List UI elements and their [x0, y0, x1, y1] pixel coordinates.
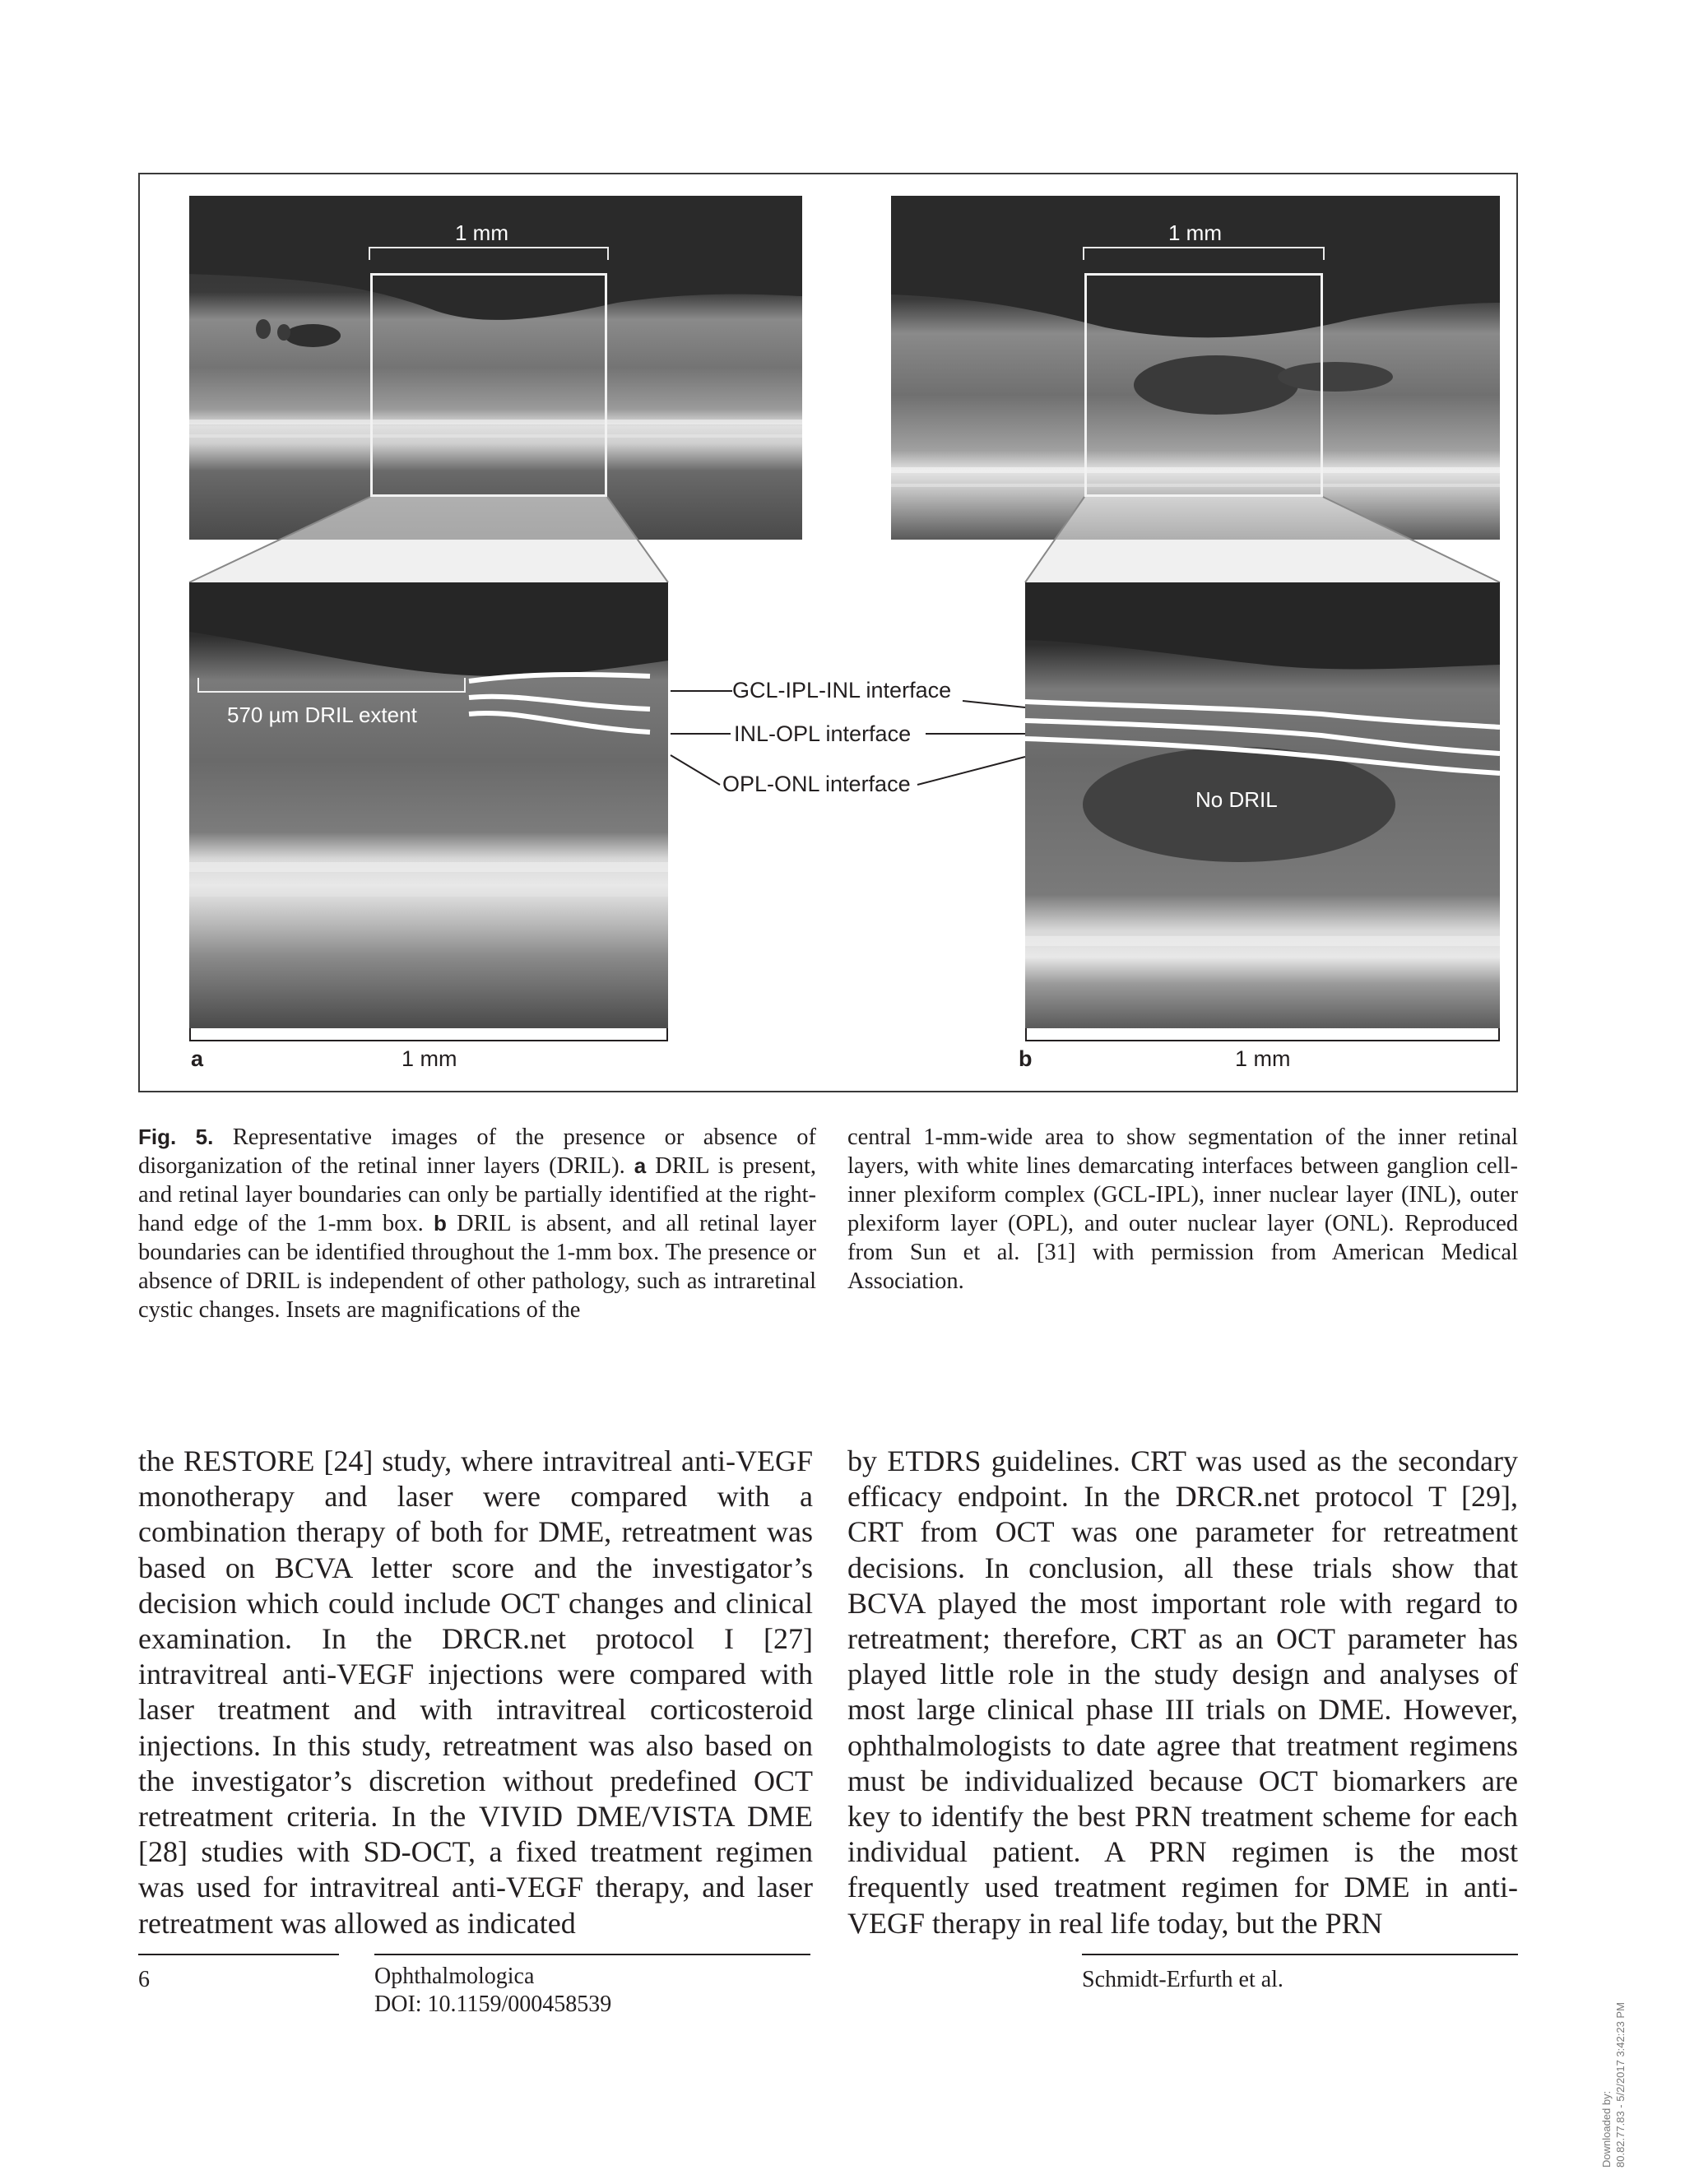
running-authors: Schmidt-Erfurth et al.	[1082, 1967, 1283, 1992]
page-number: 6	[138, 1967, 150, 1992]
footer-rule-middle	[374, 1954, 810, 1955]
caption-label-b: b	[433, 1211, 447, 1236]
body-text-col2: by ETDRS guidelines. CRT was used as the secondary efficacy endpoint. In the DRCR.net protocol T [29], CRT from OCT was one parameter for retreatment decisions. In conclusion, all these trials show that BCVA played the most important role with regard to retreatment; therefore, CRT as an OCT parameter has played little role in the study design and analyses of most large clinical phase III trials on DME. However, ophthalmologists to date agree that treatment regimens must be individualized because OCT biomarkers are key to identify the best PRN treatment scheme for each individual patient. A PRN regimen is the most frequently used treatment regimen for DME in anti-VEGF therapy in real life today, but the PRN	[847, 1444, 1518, 1940]
scale-bar-a-bottom	[189, 1028, 668, 1041]
scale-label-a-bottom: 1 mm	[402, 1046, 457, 1071]
download-stamp-line1: Downloaded by:	[1600, 2090, 1613, 2168]
figure-caption-col1	[138, 1123, 816, 1324]
caption-text-continued: central 1-mm-wide area to show segmentation of the inner retinal layers, with white lines demarcating interfaces between ganglion cell-inner plexiform complex (GCL-IPL), inner nuclear layer (INL), outer plexiform layer (OPL), and outer nuclear layer (ONL). Reproduced from Sun et al. [31] with permission from American Medical Association.	[847, 1124, 1518, 1294]
opl-onl-interface-label: OPL-ONL interface	[722, 772, 911, 796]
body-text-col1: the RESTORE [24] study, where intravitreal anti-VEGF monotherapy and laser were compared with a combination therapy of both for DME, retreatment was based on BCVA letter score and the investigator’s decision which could include OCT changes and clinical examination. In the DRCR.net protocol I [27] intravitreal anti-VEGF injections were compared with laser treatment and with intravitreal corticosteroid injections. In this study, retreatment was also based on the investigator’s discretion without predefined OCT retreatment criteria. In the VIVID DME/VISTA DME [28] studies with SD-OCT, a fixed treatment regimen was used for intravitreal anti-VEGF therapy, and laser retreatment was allowed as indicated	[138, 1444, 813, 1940]
caption-label-a: a	[634, 1153, 647, 1178]
figure-frame	[138, 173, 1518, 1092]
figure-number: Fig. 5.	[138, 1124, 214, 1149]
panel-letter-a: a	[191, 1046, 204, 1071]
gcl-ipl-inl-interface-label: GCL-IPL-INL interface	[732, 678, 952, 702]
caption-text-a: DRIL is present, and retinal layer boundaries can only be partially identified at the right-hand edge of the 1-mm box.	[138, 1153, 817, 1236]
footer-rule-right	[1082, 1954, 1518, 1955]
doi: DOI: 10.1159/000458539	[374, 1992, 612, 2017]
download-stamp-line2: 80.82.77.83 - 5/2/2017 3:42:23 PM	[1614, 2002, 1627, 2168]
scale-bracket-b-top	[1083, 247, 1325, 260]
zoom-box-b	[1084, 273, 1323, 497]
caption-text-b: DRIL is absent, and all retinal layer boundaries can be identified throughout the 1-mm box. The presence or absence of DRIL is independent of other pathology, such as intraretinal cystic changes. Insets are magnifications of the	[138, 1211, 817, 1323]
oct-inset-a	[189, 582, 668, 1028]
scale-bar-b-bottom	[1025, 1028, 1500, 1041]
no-dril-label: No DRIL	[1195, 787, 1278, 812]
inl-opl-interface-label: INL-OPL interface	[734, 721, 912, 746]
panel-letter-b: b	[1019, 1046, 1033, 1071]
scale-label-b-bottom: 1 mm	[1235, 1046, 1291, 1071]
scale-label-a-top: 1 mm	[455, 220, 508, 245]
zoom-box-a	[370, 273, 607, 497]
scale-bracket-a-top	[369, 247, 609, 260]
dril-extent-bracket	[197, 678, 466, 693]
footer-rule-left	[138, 1954, 339, 1955]
caption-intro: Representative images of the presence or absence of disorganization of the retinal inner layers (DRIL).	[138, 1124, 817, 1179]
scale-label-b-top: 1 mm	[1168, 220, 1222, 245]
dril-extent-label: 570 µm DRIL extent	[227, 702, 417, 727]
figure-caption-col2	[847, 1123, 1518, 1296]
download-stamp	[1599, 2002, 1627, 2168]
journal-name: Ophthalmologica	[374, 1964, 535, 1989]
